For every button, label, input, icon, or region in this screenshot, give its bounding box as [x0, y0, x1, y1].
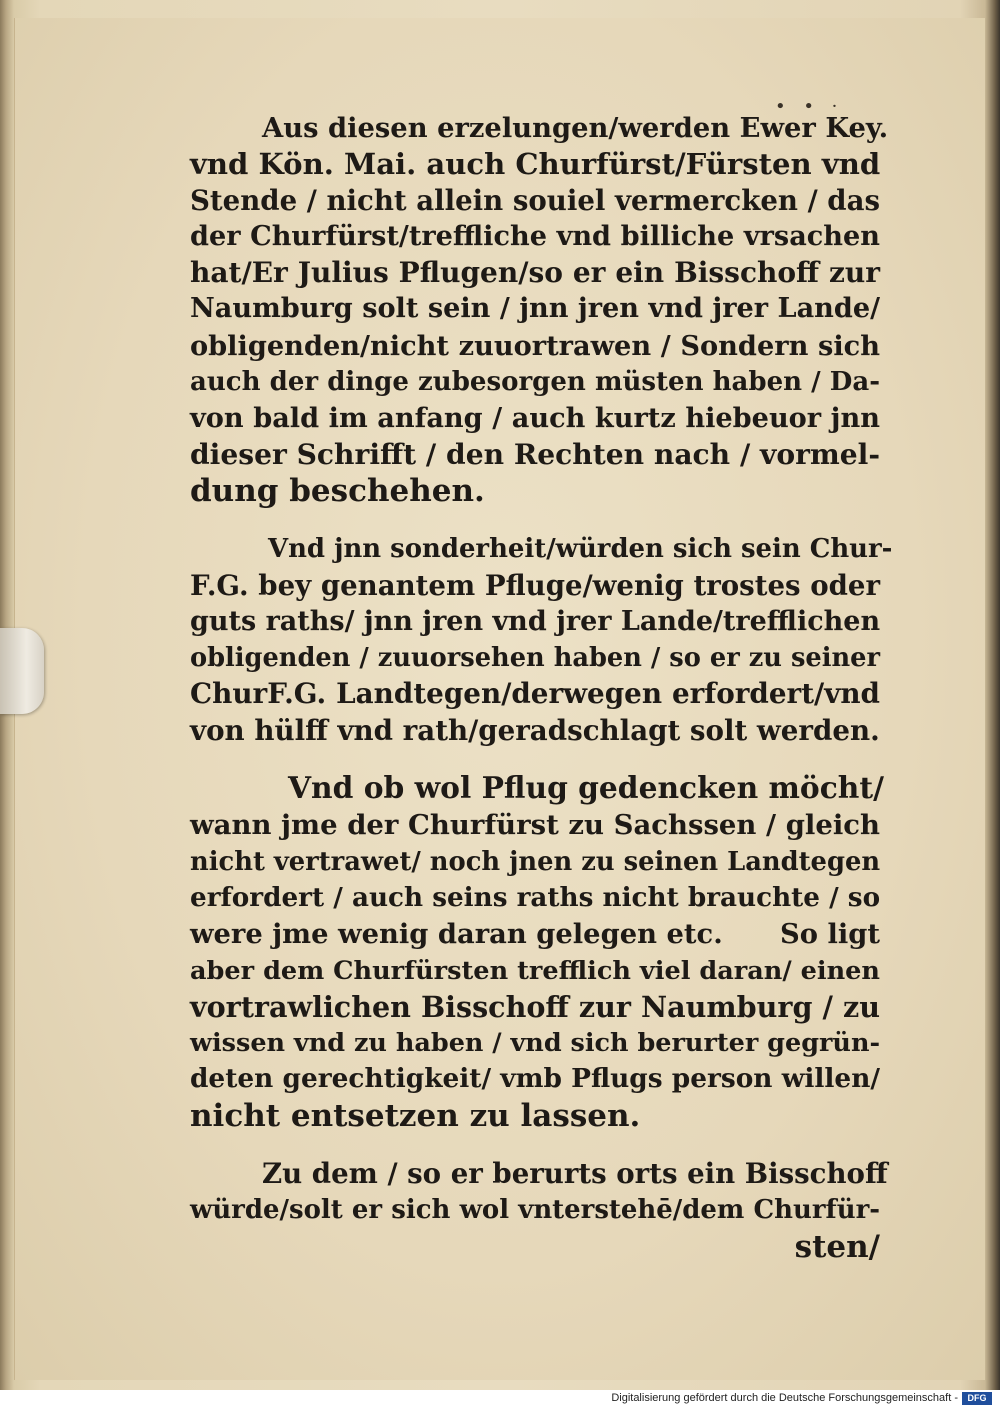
text-line: Vnd jnn sonderheit/würden sich sein Chur- — [268, 534, 893, 565]
text-line: ChurF.G. Landtegen/derwegen erfordert/vnd — [190, 677, 880, 711]
footer-credit: Digitalisierung gefördert durch die Deutsche Forschungsgemeinschaft - — [611, 1392, 958, 1404]
text-line: wissen vnd zu haben / vnd sich berurter gegrün- — [190, 1028, 881, 1059]
paragraph-1 — [190, 110, 889, 509]
text-line: würde/solt er sich wol vnterstehē/dem Churfür- — [190, 1195, 880, 1226]
text-line: dieser Schrifft / den Rechten nach / vormel- — [190, 437, 880, 471]
paragraph-3 — [190, 771, 884, 1134]
text-line: obligenden/nicht zuuortrawen / Sondern sich — [190, 329, 880, 362]
text-line: hat/Er Julius Pflugen/so er ein Bisschoff zur — [190, 256, 880, 290]
text-line: Zu dem / so er berurts orts ein Bisschoff — [262, 1157, 888, 1191]
text-line: Aus diesen erzelungen/werden Ewer Key. — [262, 112, 889, 144]
text-line: Stende / nicht allein souiel vermercken / das — [190, 183, 880, 217]
text-line: dung beschehen. — [190, 472, 485, 509]
text-line: Naumburg solt sein / jnn jren vnd jrer Lande/ — [190, 293, 880, 325]
text-line: obligenden / zuuorsehen haben / so er zu seiner — [190, 643, 880, 674]
text-line: guts raths/ jnn jren vnd jrer Lande/trefflichen — [190, 605, 881, 637]
text-line: F.G. bey genantem Pfluge/wenig trostes oder — [190, 568, 880, 602]
text-line: vortrawlichen Bisschoff zur Naumburg / zu — [190, 989, 880, 1024]
catchword: sten/ — [794, 1228, 880, 1265]
page-clip — [0, 628, 44, 714]
dfg-logo-icon: DFG — [962, 1392, 992, 1405]
paragraph-2 — [190, 531, 893, 749]
text-line: von hülff vnd rath/geradschlagt solt werden. — [190, 713, 880, 747]
text-line: were jme wenig daran gelegen etc. So ligt — [190, 918, 880, 951]
text-line: erfordert / auch seins raths nicht brauchte / so — [190, 881, 881, 913]
text-line: vnd Kön. Mai. auch Churfürst/Fürsten vnd — [190, 147, 881, 182]
text-line: auch der dinge zubesorgen müsten haben / Da- — [190, 367, 880, 398]
text-line: der Churfürst/treffliche vnd billiche vrsachen — [190, 220, 880, 252]
text-line: deten gerechtigkeit/ vmb Pflugs person willen/ — [190, 1063, 880, 1095]
page-text — [190, 110, 893, 1287]
digitization-footer — [0, 1390, 1000, 1408]
text-line: Vnd ob wol Pflug gedencken möcht/ — [288, 771, 884, 807]
text-line: aber dem Churfürsten trefflich viel daran/ einen — [190, 955, 880, 986]
text-line: nicht vertrawet/ noch jnen zu seinen Landtegen — [190, 846, 881, 877]
text-line: von bald im anfang / auch kurtz hiebeuor jnn — [190, 402, 880, 435]
text-line: wann jme der Churfürst zu Sachssen / gleich — [190, 809, 880, 842]
page-marks: • • · — [775, 96, 844, 117]
paragraph-4 — [190, 1156, 888, 1265]
text-line: nicht entsetzen zu lassen. — [190, 1097, 641, 1134]
